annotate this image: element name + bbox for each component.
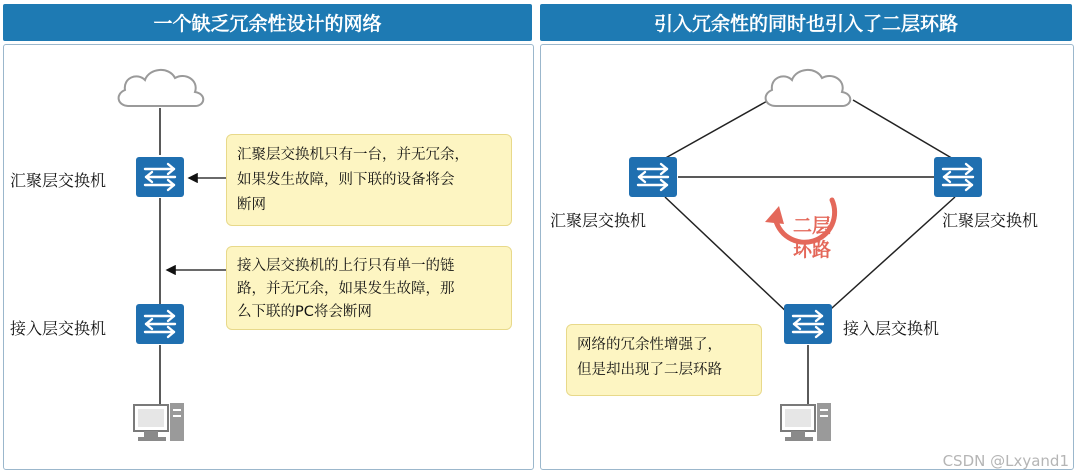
callout-line: 路，并无冗余，如果发生故障，那 — [237, 281, 455, 297]
callout-line: 如果发生故障，则下联的设备将会 — [237, 172, 455, 188]
aggregation-switch-label: 汇聚层交换机 — [10, 171, 107, 190]
callout-line: 么下联的PC将会断网 — [237, 304, 372, 320]
link-cloud-aggregation-left — [662, 100, 769, 160]
loop-label — [784, 214, 840, 262]
pc-icon — [134, 403, 184, 441]
redundancy-callout — [566, 324, 762, 396]
access-switch-label: 接入层交换机 — [10, 319, 107, 338]
aggregation-switch-right-label: 汇聚层交换机 — [942, 211, 1039, 230]
cloud-icon — [119, 70, 204, 106]
callout-line: 汇聚层交换机只有一台，并无冗余， — [237, 147, 469, 163]
switch-icon — [136, 304, 184, 344]
callout-line: 网络的冗余性增强了， — [577, 337, 722, 353]
cloud-icon — [766, 70, 851, 106]
access-switch-label: 接入层交换机 — [843, 319, 940, 338]
switch-icon — [784, 304, 832, 344]
callout-line: 断网 — [237, 197, 266, 213]
switch-icon — [629, 157, 677, 197]
pc-icon — [781, 403, 831, 441]
callout-line: 接入层交换机的上行只有单一的链 — [237, 258, 455, 274]
right-panel-title: 引入冗余性的同时也引入了二层环路 — [540, 4, 1072, 41]
link-cloud-aggregation-right — [853, 100, 955, 160]
aggregation-switch-left-label: 汇聚层交换机 — [550, 211, 647, 230]
callout-line: 但是却出现了二层环路 — [577, 362, 722, 378]
left-panel-title: 一个缺乏冗余性设计的网络 — [3, 4, 532, 41]
access-callout — [226, 246, 512, 330]
aggregation-callout — [226, 134, 512, 226]
switch-icon — [136, 157, 184, 197]
switch-icon — [934, 157, 982, 197]
loop-label-line: 二层 — [792, 215, 831, 237]
loop-label-line: 环路 — [792, 239, 831, 261]
link-aggregation-right-access — [822, 197, 955, 317]
watermark: CSDN @Lxyand1 — [942, 452, 1069, 470]
